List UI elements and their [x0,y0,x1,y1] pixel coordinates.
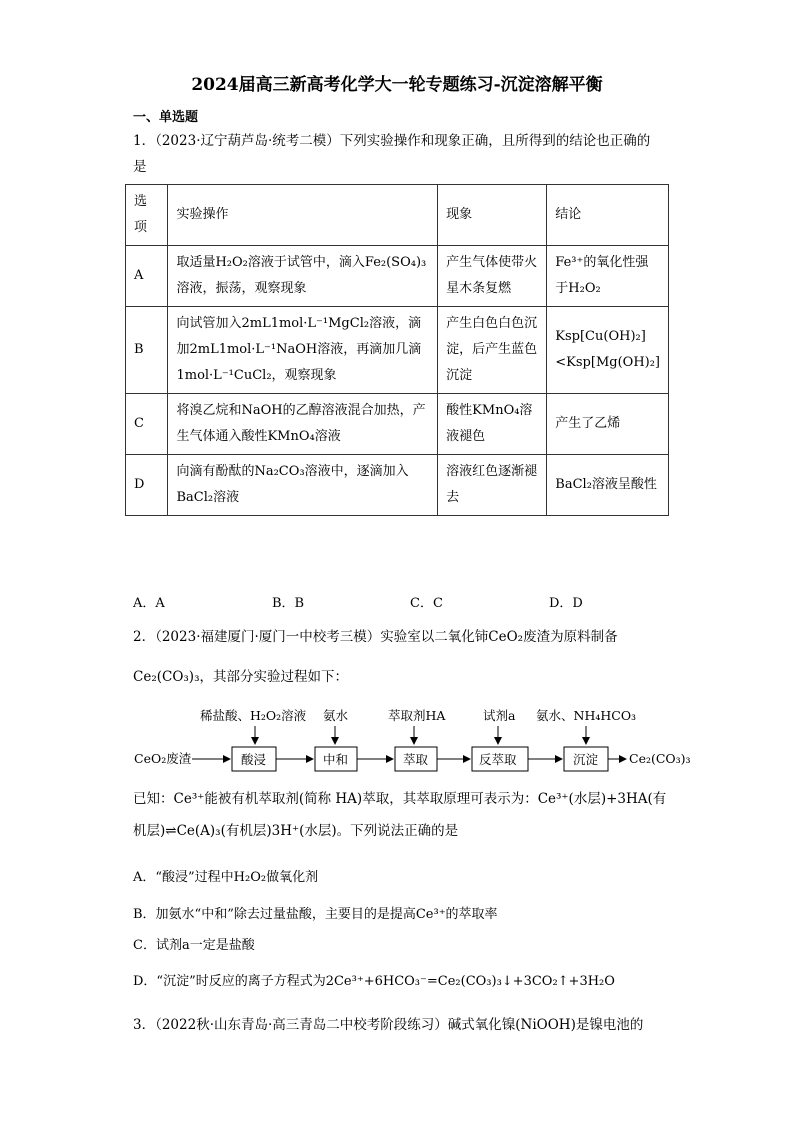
header-conclusion: 结论 [547,185,669,246]
step-label: 反萃取 [479,752,517,767]
reagent-label: 氨水 [323,708,349,723]
row-label: C [126,394,168,455]
q3-stem: 3．（2022秋·山东青岛·高三青岛二中校考阶段练习）碱式氧化镍(NiOOH)是镍电池的 [133,1017,644,1033]
step-label: 中和 [323,752,349,767]
flow-end: Ce₂(CO₃)₃ [629,751,691,766]
row-operation: 将溴乙烷和NaOH的乙醇溶液混合加热，产生气体通入酸性KMnO₄溶液 [168,394,438,455]
row-phenomenon: 酸性KMnO₄溶液褪色 [438,394,547,455]
q2-choice-a[interactable]: A．“酸浸”过程中H₂O₂做氧化剂 [133,870,319,885]
row-operation: 取适量H₂O₂溶液于试管中，滴入Fe₂(SO₄)₃溶液，振荡，观察现象 [168,246,438,307]
q2-choice-b[interactable]: B．加氨水“中和”除去过量盐酸，主要目的是提高Ce³⁺的萃取率 [133,907,498,922]
q1-option-c[interactable]: C．C [410,596,443,611]
q2-stem-line1: 2．（2023·福建厦门·厦门一中校考三模）实验室以二氧化铈CeO₂废渣为原料制备 [133,629,618,645]
q2-known [133,786,693,844]
header-operation: 实验操作 [168,185,438,246]
q1-table [125,184,669,516]
row-operation: 向滴有酚酞的Na₂CO₃溶液中，逐滴加入BaCl₂溶液 [168,455,438,516]
q1-stem [133,128,673,180]
header-option: 选项 [126,185,168,246]
q2-known-line2: 机层)⇌Ce(A)₃(有机层)3H⁺(水层)。下列说法正确的是 [133,823,459,839]
reagent-label: 试剂a [483,708,516,723]
row-label: A [126,246,168,307]
row-operation: 向试管加入2mL1mol·L⁻¹MgCl₂溶液，滴加2mL1mol·L⁻¹NaOH溶液，再滴加几滴1mol·L⁻¹CuCl₂，观察现象 [168,307,438,394]
row-phenomenon: 产生气体使带火星木条复燃 [438,246,547,307]
step-label: 萃取 [403,752,429,767]
q2-known-line1: 已知：Ce³⁺能被有机萃取剂(简称 HA)萃取，其萃取原理可表示为：Ce³⁺(水层)+3HA(有 [133,791,667,807]
q2-stem-line2: Ce₂(CO₃)₃，其部分实验过程如下： [133,669,348,685]
row-label: D [126,455,168,516]
reagent-label: 稀盐酸、H₂O₂溶液 [200,708,307,723]
q1-option-d[interactable]: D．D [549,596,583,611]
q1-stem-line2: 是 [133,159,147,175]
q2-stem [133,624,693,690]
row-conclusion: Fe³⁺的氧化性强于H₂O₂ [547,246,669,307]
reagent-label: 萃取剂HA [388,708,446,723]
page-title: 2024届高三新高考化学大一轮专题练习-沉淀溶解平衡 [191,75,603,95]
table-row [126,246,669,307]
row-phenomenon: 产生白色白色沉淀，后产生蓝色沉淀 [438,307,547,394]
q1-option-b[interactable]: B．B [272,596,305,611]
row-label: B [126,307,168,394]
table-row [126,455,669,516]
header-phenomenon: 现象 [438,185,547,246]
q1-option-a[interactable]: A．A [133,596,165,611]
q2-choice-c[interactable]: C．试剂a一定是盐酸 [133,938,255,953]
row-conclusion: BaCl₂溶液呈酸性 [547,455,669,516]
section-heading: 一、单选题 [133,110,199,125]
row-phenomenon: 溶液红色逐渐褪去 [438,455,547,516]
q1-options [0,592,794,612]
q2-choice-d[interactable]: D．“沉淀”时反应的离子方程式为2Ce³⁺+6HCO₃⁻=Ce₂(CO₃)₃↓+3CO₂↑+3H₂O [133,974,615,989]
reagent-label: 氨水、NH₄HCO₃ [536,708,637,723]
q2-flowchart [126,704,706,784]
table-row [126,307,669,394]
row-conclusion: 产生了乙烯 [547,394,669,455]
table-row [126,394,669,455]
table-header-row [126,185,669,246]
step-label: 酸浸 [241,752,267,767]
flow-start: CeO₂废渣 [134,751,192,766]
step-label: 沉淀 [573,752,599,767]
q1-stem-line1: 1．（2023·辽宁葫芦岛·统考二模）下列实验操作和现象正确，且所得到的结论也正确的 [133,133,651,149]
row-conclusion: Ksp[Cu(OH)₂]<Ksp[Mg(OH)₂] [547,307,669,394]
